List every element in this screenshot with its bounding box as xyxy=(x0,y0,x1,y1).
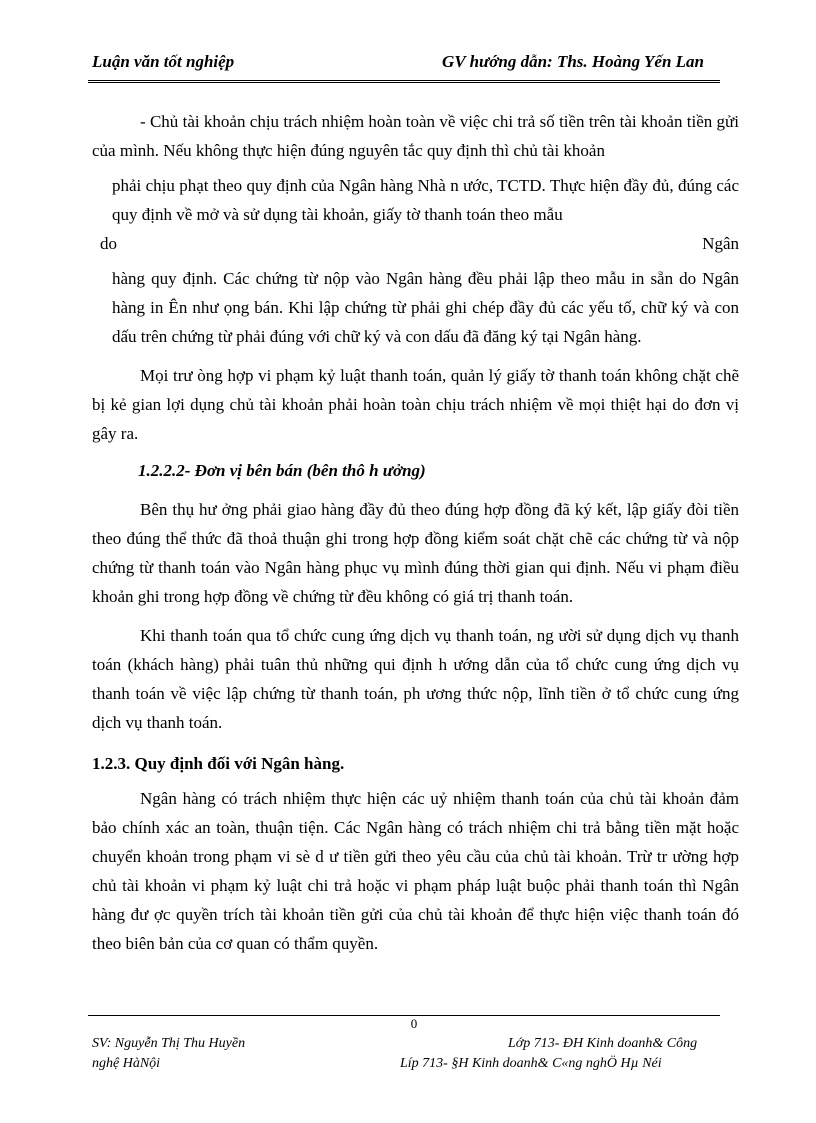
paragraph-4: Khi thanh toán qua tổ chức cung ứng dịch vụ thanh toán, ng ười sử dụng dịch vụ thanh toán (khách hàng) phải tuân thủ những qui định h ướng dẫn của tổ chức cung ứng dịch vụ thanh toán về việc lập chứng từ thanh toán, ph ương thức nộp, lĩnh tiền ở tổ chức cung ứng dịch vụ thanh toán. xyxy=(92,626,739,732)
paragraph-3: Bên thụ hư ởng phải giao hàng đầy đủ theo đúng hợp đồng đã ký kết, lập giấy đòi tiền theo đúng thể thức đã thoả thuận ghi trong hợp đồng kiểm soát chặt chẽ các chứng từ và nộp chứng từ thanh toán vào Ngân hàng phục vụ mình đúng thời gian qui định. Nếu vi phạm điều khoản ghi trong hợp đồng về chứng từ đều không có giá trị thanh toán. xyxy=(92,500,739,606)
split-left: do xyxy=(100,234,117,253)
paragraph-5: Ngân hàng có trách nhiệm thực hiện các uỷ nhiệm thanh toán của chủ tài khoản đảm bảo chính xác an toàn, thuận tiện. Các Ngân hàng có trách nhiệm chi trả bằng tiền mặt hoặc chuyển khoản trong phạm vi sè d ư tiền gửi theo yêu cầu của chủ tài khoản. Trừ tr ường hợp chủ tài khoản vi phạm kỷ luật chi trả hoặc vi phạm pháp luật buộc phải thanh toán thì Ngân hàng đư ợc quyền trích tài khoản tiền gửi của chủ tài khoản để thực hiện việc thanh toán đó theo biên bản của cơ quan có thẩm quyền. xyxy=(92,789,739,953)
class-info-encoded: Líp 713- §H Kinh doanh& C«ng nghÖ Hµ Néi xyxy=(400,1056,662,1071)
student-name: SV: Nguyễn Thị Thu Huyền xyxy=(92,1036,246,1051)
class-info-cont: nghệ HàNội xyxy=(92,1056,161,1071)
document-body xyxy=(92,107,739,958)
paragraph-1-end: hàng quy định. Các chứng từ nộp vào Ngân hàng đều phải lập theo mẫu in sẵn do Ngân hàng in Ên như ọng bán. Khi lập chứng từ phải ghi chép đầy đủ các yếu tố, chữ ký và con dấu trên chứng từ phải đúng với chữ ký và con dấu đã đăng ký tại Ngân hàng. xyxy=(112,269,739,346)
page-footer xyxy=(92,1034,724,1074)
supervisor: GV hướng dẫn: Ths. Hoàng Yến Lan xyxy=(442,52,704,71)
page-header xyxy=(92,52,704,78)
header-rule xyxy=(88,80,720,83)
paragraph-1-cont: phải chịu phạt theo quy định của Ngân hàng Nhà n ước, TCTD. Thực hiện đầy đủ, đúng các quy định về mở và sử dụng tài khoản, giấy tờ thanh toán theo mẫu xyxy=(112,176,739,224)
split-line xyxy=(92,229,739,258)
class-info: Lớp 713- ĐH Kinh doanh& Công xyxy=(508,1036,698,1051)
paragraph-2: Mọi trư òng hợp vi phạm kỷ luật thanh toán, quản lý giấy tờ thanh toán không chặt chẽ bị kẻ gian lợi dụng chủ tài khoản phải hoàn toàn chịu trách nhiệm về mọi thiệt hại do đơn vị gây ra. xyxy=(92,366,739,443)
subheading: 1.2.2.2- Đơn vị bên bán (bên thô h ưởng) xyxy=(138,461,426,480)
thesis-title: Luận văn tốt nghiệp xyxy=(92,52,235,71)
paragraph-1: - Chủ tài khoản chịu trách nhiệm hoàn toàn về việc chi trả số tiền trên tài khoản tiền gửi của mình. Nếu không thực hiện đúng nguyên tắc quy định thì chủ tài khoản xyxy=(92,112,739,160)
section-heading: 1.2.3. Quy định đối với Ngân hàng. xyxy=(92,754,345,773)
page-number: 0 xyxy=(410,1016,418,1031)
split-right: Ngân xyxy=(702,234,739,253)
